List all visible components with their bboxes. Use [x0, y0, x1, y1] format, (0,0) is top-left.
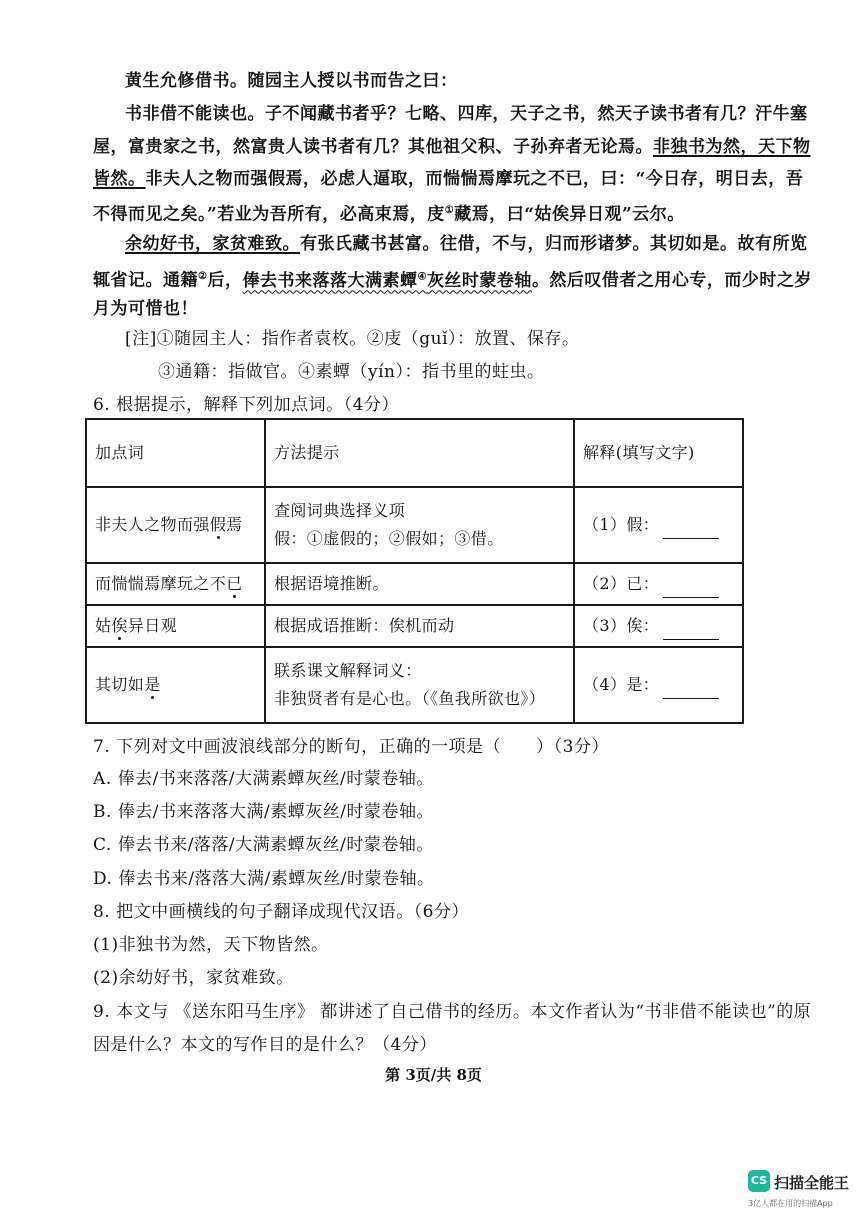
table-row: [86, 487, 743, 563]
header-cell: 方法提示: [265, 419, 574, 487]
hint-cell: 查阅词典选择义项 假：①虚假的；②假如；③借。: [265, 487, 574, 563]
word-cell: 非夫人之物而强假焉: [86, 487, 265, 563]
camscanner-logo-icon: CS: [748, 1170, 770, 1192]
q7-option-b[interactable]: B. 俸去/书来落落大满/素蟫灰丝/时蒙卷轴。: [93, 802, 434, 822]
passage-line-4: 皆然。非夫人之物而强假焉，必虑人逼取，而惴惴焉摩玩之不已，曰：“今日存，明日去，吾: [93, 169, 804, 189]
header-cell: 解释(填写文字): [574, 419, 743, 487]
answer-cell: （2）已：: [574, 563, 743, 605]
underlined-sentence-1b: 皆然。: [93, 169, 146, 189]
scanner-watermark: [748, 1170, 858, 1220]
table-header-row: [86, 419, 743, 487]
q7-option-d[interactable]: D. 俸去书来/落落大满/素蟫灰丝/时蒙卷轴。: [93, 869, 435, 889]
answer-cell: （4）是：: [574, 647, 743, 723]
answer-blank[interactable]: [663, 682, 719, 699]
q7-option-c[interactable]: C. 俸去书来/落落/大满素蟫灰丝/时蒙卷轴。: [93, 835, 434, 855]
word-cell: 而惴惴焉摩玩之不已: [86, 563, 265, 605]
passage-line-8: 月为可惜也！: [93, 299, 198, 319]
hint-cell: 根据语境推断。: [265, 563, 574, 605]
q9-line-1: 9. 本文与 《送东阳马生序》 都讲述了自己借书的经历。本文作者认为“书非借不能读也”的原: [93, 1002, 812, 1022]
underlined-sentence-1a: 非独书为然，天下物: [653, 137, 811, 157]
passage-line-1: 黄生允修借书。随园主人授以书而告之曰：: [125, 71, 458, 91]
q7-title: 7. 下列对文中画波浪线部分的断句，正确的一项是（ ）（3分）: [93, 737, 609, 757]
note-line-1: [注]①随园主人：指作者袁枚。②庋（guǐ）：放置、保存。: [125, 329, 580, 349]
passage-line-5: 不得而见之矣。”若业为吾所有，必高束焉，庋①藏焉，曰“姑俟异日观”云尔。: [93, 204, 685, 225]
note-line-2: ③通籍：指做官。④素蟫（yín）：指书里的蛀虫。: [158, 362, 545, 382]
answer-blank[interactable]: [663, 623, 719, 640]
q8-item-2: (2)余幼好书，家贫难致。: [93, 968, 294, 988]
wavy-underlined-phrase: 俸去书来落落大满素蟫④灰丝时蒙卷轴: [242, 270, 532, 291]
underlined-sentence-2: 余幼好书，家贫难致。: [125, 234, 300, 254]
table-row: [86, 605, 743, 647]
answer-blank[interactable]: [663, 581, 719, 598]
passage-line-2: 书非借不能读也。子不闻藏书者乎？七略、四库，天子之书，然天子读书者有几？汗牛塞: [125, 104, 808, 124]
header-cell: 加点词: [86, 419, 265, 487]
word-cell: 其切如是: [86, 647, 265, 723]
passage-line-6: 余幼好书，家贫难致。有张氏藏书甚富。往借，不与，归而形诸梦。其切如是。故有所览: [125, 234, 808, 254]
hint-cell: 联系课文解释词义： 非独贤者有是心也。（《鱼我所欲也》）: [265, 647, 574, 723]
q6-title: 6. 根据提示，解释下列加点词。（4分）: [93, 395, 399, 415]
q8-title: 8. 把文中画横线的句子翻译成现代汉语。（6分）: [93, 902, 469, 922]
watermark-name: 扫描全能王: [774, 1174, 850, 1192]
passage-line-7: 辄省记。通籍②后，俸去书来落落大满素蟫④灰丝时蒙卷轴。然后叹借者之用心专，而少时之岁: [93, 270, 812, 291]
q8-item-1: (1)非独书为然，天下物皆然。: [93, 935, 329, 955]
passage-line-3: 屋，富贵家之书，然富贵人读书者有几？其他祖父积、子孙弃者无论焉。非独书为然，天下物: [93, 137, 811, 157]
q6-table: [85, 418, 744, 724]
answer-blank[interactable]: [663, 522, 719, 539]
hint-cell: 根据成语推断：俟机而动: [265, 605, 574, 647]
page-footer: 第 3页/共 8页: [385, 1066, 482, 1084]
q7-option-a[interactable]: A. 俸去/书来落落/大满素蟫灰丝/时蒙卷轴。: [93, 769, 434, 789]
table-row: [86, 647, 743, 723]
q9-line-2: 因是什么？本文的写作目的是什么？（4分）: [93, 1035, 437, 1055]
table-row: [86, 563, 743, 605]
watermark-tagline: 3亿人都在用的扫描App: [748, 1199, 833, 1208]
word-cell: 姑俟异日观: [86, 605, 265, 647]
answer-cell: （1）假：: [574, 487, 743, 563]
answer-cell: （3）俟：: [574, 605, 743, 647]
